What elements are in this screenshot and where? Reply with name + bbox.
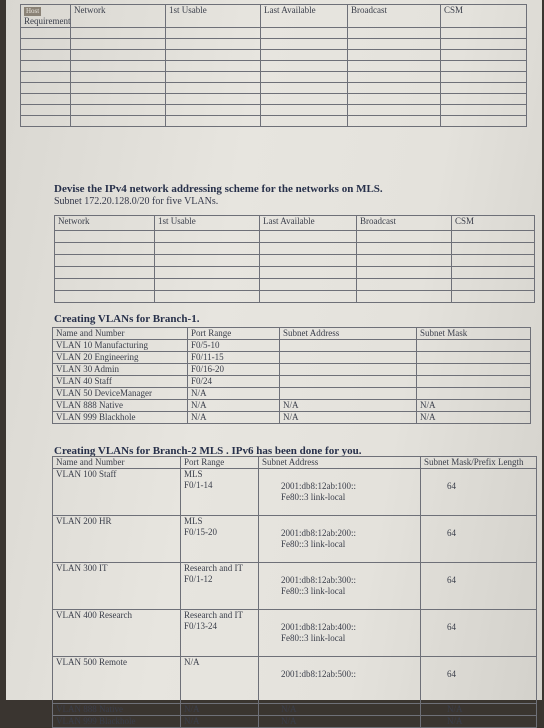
- prefix-length: 64: [447, 481, 456, 491]
- vlan-name-cell: VLAN 888 Native: [53, 400, 188, 412]
- prefix-length: 64: [447, 575, 456, 585]
- table-cell[interactable]: [441, 50, 527, 61]
- table-cell[interactable]: [441, 61, 527, 72]
- ipv6-subnet: 2001:db8:12ab:100::: [281, 481, 356, 491]
- column-header-last-available: Last Available: [260, 216, 357, 231]
- vlan-name-cell: [53, 657, 181, 704]
- link-local-address: Fe80::3 link-local: [281, 633, 346, 643]
- table-cell[interactable]: [441, 39, 527, 50]
- table-cell[interactable]: [71, 39, 166, 50]
- column-header-port-range: Port Range: [181, 457, 259, 469]
- port-device: Research and IT: [184, 610, 243, 620]
- port-range-cell: N/A: [181, 716, 259, 728]
- subnet-mask-cell: [417, 340, 531, 352]
- table-cell[interactable]: [441, 105, 527, 116]
- table-cell[interactable]: [452, 255, 535, 267]
- table-row: [21, 83, 527, 94]
- table-row: [21, 72, 527, 83]
- table-cell[interactable]: [452, 279, 535, 291]
- port-range: F0/15-20: [184, 527, 218, 537]
- table-cell[interactable]: [261, 50, 348, 61]
- column-header-subnet-address: Subnet Address: [259, 457, 421, 469]
- vlan-name-cell: VLAN 999 Blackhole: [53, 716, 181, 728]
- vlan-name: VLAN 300 IT: [56, 563, 108, 573]
- column-header-port-range: Port Range: [188, 328, 280, 340]
- table-row: [53, 704, 537, 716]
- table-cell[interactable]: [260, 279, 357, 291]
- table-row: [21, 105, 527, 116]
- table-cell[interactable]: [166, 94, 261, 105]
- port-range-cell: [181, 657, 259, 704]
- table-cell[interactable]: [21, 61, 71, 72]
- column-header-broadcast: Broadcast: [357, 216, 452, 231]
- table-header-row: [53, 457, 537, 469]
- table-cell[interactable]: [166, 61, 261, 72]
- table-cell[interactable]: [55, 243, 155, 255]
- ipv4-scheme-heading: Devise the IPv4 network addressing scheme for the networks on MLS.: [54, 183, 383, 195]
- table-cell[interactable]: [348, 50, 441, 61]
- vlan-name: VLAN 100 Staff: [56, 469, 117, 479]
- ipv4-scheme-table: [54, 215, 535, 303]
- table-row: [21, 116, 527, 127]
- table-cell[interactable]: [441, 72, 527, 83]
- port-range-cell: N/A: [188, 388, 280, 400]
- subnet-mask-cell: [417, 352, 531, 364]
- vlan-name: VLAN 200 HR: [56, 516, 112, 526]
- table-cell[interactable]: [261, 28, 348, 39]
- port-range-cell: N/A: [188, 400, 280, 412]
- subnet-address-cell: [280, 340, 417, 352]
- subnet-note: Subnet 172.20.128.0/20 for five VLANs.: [54, 196, 219, 207]
- table-cell[interactable]: [357, 267, 452, 279]
- port-range-cell: F0/24: [188, 376, 280, 388]
- ipv6-subnet: 2001:db8:12ab:400::: [281, 622, 356, 632]
- subnet-mask-cell: N/A: [417, 412, 531, 424]
- subnet-address-cell: N/A: [280, 412, 417, 424]
- table-cell[interactable]: [348, 39, 441, 50]
- subnet-mask-cell: [417, 376, 531, 388]
- column-header-first-usable: 1st Usable: [155, 216, 260, 231]
- table-row: [53, 657, 537, 704]
- table-row: [21, 28, 527, 39]
- table-cell[interactable]: [260, 243, 357, 255]
- table-row: [53, 516, 537, 563]
- table-row: [53, 412, 531, 424]
- table-cell[interactable]: [166, 105, 261, 116]
- table-row: [53, 376, 531, 388]
- table-cell[interactable]: [166, 72, 261, 83]
- subnet-mask-cell: N/A: [417, 400, 531, 412]
- table-row: [53, 610, 537, 657]
- table-cell[interactable]: [21, 50, 71, 61]
- table-cell[interactable]: [261, 105, 348, 116]
- table-cell[interactable]: [21, 105, 71, 116]
- port-device: N/A: [184, 657, 200, 667]
- table-cell[interactable]: [21, 39, 71, 50]
- table-cell[interactable]: [21, 28, 71, 39]
- table-cell[interactable]: [260, 267, 357, 279]
- port-range: F0/1-14: [184, 480, 213, 490]
- branch1-vlan-table: [52, 327, 531, 424]
- subnet-address-cell: [280, 388, 417, 400]
- subnet-address-cell: [259, 610, 421, 657]
- column-header-name: Name and Number: [53, 328, 188, 340]
- table-cell[interactable]: [71, 116, 166, 127]
- prefix-length-cell: [421, 563, 537, 610]
- table-cell[interactable]: [71, 83, 166, 94]
- table-cell[interactable]: [166, 50, 261, 61]
- table-cell[interactable]: [166, 83, 261, 94]
- subnet-address-cell: [259, 469, 421, 516]
- vlan-name-cell: VLAN 999 Blackhole: [53, 412, 188, 424]
- port-range-cell: F0/5-10: [188, 340, 280, 352]
- table-cell[interactable]: [357, 291, 452, 303]
- table-header-row: [21, 5, 527, 28]
- prefix-length-cell: [421, 610, 537, 657]
- link-local-address: Fe80::3 link-local: [281, 492, 346, 502]
- ipv6-subnet: 2001:db8:12ab:500::: [281, 669, 356, 679]
- subnet-address-cell: [259, 516, 421, 563]
- table-cell[interactable]: [348, 94, 441, 105]
- prefix-length-cell: [421, 469, 537, 516]
- table-row: [53, 364, 531, 376]
- table-cell[interactable]: [261, 83, 348, 94]
- table-row: [21, 94, 527, 105]
- table-row: [55, 243, 535, 255]
- subnet-address-cell: [259, 657, 421, 704]
- table-row: [53, 469, 537, 516]
- table-cell[interactable]: [155, 279, 260, 291]
- table-cell[interactable]: [71, 105, 166, 116]
- subnet-address-cell: N/A: [259, 716, 421, 728]
- table-row: [21, 61, 527, 72]
- table-row: [55, 255, 535, 267]
- link-local-address: Fe80::3 link-local: [281, 539, 346, 549]
- port-range-cell: F0/16-20: [188, 364, 280, 376]
- subnet-address-cell: [280, 364, 417, 376]
- vlan-name-cell: [53, 563, 181, 610]
- vlan-name-cell: VLAN 20 Engineering: [53, 352, 188, 364]
- prefix-length-cell: [421, 516, 537, 563]
- column-header-csm: CSM: [441, 5, 527, 28]
- table-cell[interactable]: [166, 116, 261, 127]
- table-cell[interactable]: [260, 255, 357, 267]
- port-device: Research and IT: [184, 563, 243, 573]
- table-row: [21, 39, 527, 50]
- table-cell[interactable]: [261, 116, 348, 127]
- table-row: [55, 231, 535, 243]
- table-cell[interactable]: [155, 267, 260, 279]
- subnet-mask-cell: [417, 364, 531, 376]
- table-cell[interactable]: [452, 291, 535, 303]
- port-range: F0/1-12: [184, 574, 213, 584]
- port-device: MLS: [184, 516, 203, 526]
- port-range-cell: N/A: [181, 704, 259, 716]
- port-range-cell: F0/11-15: [188, 352, 280, 364]
- prefix-length: 64: [447, 669, 456, 679]
- port-range-cell: N/A: [188, 412, 280, 424]
- worksheet-page: [6, 0, 542, 726]
- table-cell[interactable]: [260, 291, 357, 303]
- column-header-csm: CSM: [452, 216, 535, 231]
- table-header-row: [53, 328, 531, 340]
- table-cell[interactable]: [261, 39, 348, 50]
- table-row: [55, 279, 535, 291]
- table-cell[interactable]: [357, 255, 452, 267]
- port-device: MLS: [184, 469, 203, 479]
- vlan-name-cell: VLAN 888 Native: [53, 704, 181, 716]
- ipv6-subnet: 2001:db8:12ab:200::: [281, 528, 356, 538]
- table-cell[interactable]: [71, 61, 166, 72]
- branch2-vlan-table: [52, 456, 537, 728]
- table-row: [55, 291, 535, 303]
- table-cell[interactable]: [55, 231, 155, 243]
- table-cell[interactable]: [155, 255, 260, 267]
- table-cell[interactable]: [155, 231, 260, 243]
- table-row: [53, 400, 531, 412]
- column-header-requirement: Host Requirement: [21, 5, 71, 28]
- table-cell[interactable]: [441, 28, 527, 39]
- table-cell[interactable]: [155, 291, 260, 303]
- subnet-mask-cell: [417, 388, 531, 400]
- subnet-address-cell: [280, 352, 417, 364]
- table-cell[interactable]: [357, 279, 452, 291]
- prefix-length-cell: N/A: [421, 704, 537, 716]
- vlan-name-cell: [53, 610, 181, 657]
- table-cell[interactable]: [71, 28, 166, 39]
- table-row: [53, 340, 531, 352]
- table-cell[interactable]: [441, 116, 527, 127]
- table-cell[interactable]: [71, 94, 166, 105]
- prefix-length-cell: N/A: [421, 716, 537, 728]
- column-header-prefix-length: Subnet Mask/Prefix Length: [421, 457, 537, 469]
- port-range: F0/13-24: [184, 621, 218, 631]
- table-cell[interactable]: [441, 83, 527, 94]
- table-cell[interactable]: [261, 61, 348, 72]
- table-cell[interactable]: [166, 39, 261, 50]
- port-range-cell: [181, 563, 259, 610]
- table-cell[interactable]: [155, 243, 260, 255]
- table-cell[interactable]: [452, 243, 535, 255]
- table-cell[interactable]: [348, 116, 441, 127]
- table-cell[interactable]: [21, 94, 71, 105]
- table-cell[interactable]: [55, 267, 155, 279]
- host-requirement-table: [20, 4, 527, 127]
- column-header-first-usable: 1st Usable: [166, 5, 261, 28]
- column-header-network: Network: [71, 5, 166, 28]
- table-cell[interactable]: [261, 72, 348, 83]
- table-cell[interactable]: [55, 279, 155, 291]
- table-cell[interactable]: [166, 28, 261, 39]
- subnet-address-cell: [280, 376, 417, 388]
- column-header-subnet-address: Subnet Address: [280, 328, 417, 340]
- table-cell[interactable]: [348, 83, 441, 94]
- table-cell[interactable]: [348, 72, 441, 83]
- vlan-name-cell: VLAN 40 Staff: [53, 376, 188, 388]
- table-row: [53, 716, 537, 728]
- port-range-cell: [181, 516, 259, 563]
- prefix-length-cell: [421, 657, 537, 704]
- table-cell[interactable]: [441, 94, 527, 105]
- table-cell[interactable]: [55, 291, 155, 303]
- table-cell[interactable]: [21, 72, 71, 83]
- table-row: [21, 50, 527, 61]
- table-cell[interactable]: [357, 231, 452, 243]
- vlan-name-cell: [53, 516, 181, 563]
- table-cell[interactable]: [260, 231, 357, 243]
- prefix-length: 64: [447, 528, 456, 538]
- table-row: [53, 388, 531, 400]
- table-cell[interactable]: [452, 267, 535, 279]
- table-cell[interactable]: [55, 255, 155, 267]
- branch2-heading: Creating VLANs for Branch-2 MLS . IPv6 has been done for you.: [54, 445, 362, 457]
- ipv6-subnet: 2001:db8:12ab:300::: [281, 575, 356, 585]
- subnet-address-cell: [259, 563, 421, 610]
- table-row: [53, 563, 537, 610]
- prefix-length: 64: [447, 622, 456, 632]
- column-header-last-available: Last Available: [261, 5, 348, 28]
- subnet-address-cell: N/A: [259, 704, 421, 716]
- table-cell[interactable]: [261, 94, 348, 105]
- table-cell[interactable]: [348, 61, 441, 72]
- vlan-name-cell: VLAN 10 Manufacturing: [53, 340, 188, 352]
- port-range-cell: [181, 610, 259, 657]
- vlan-name: VLAN 500 Remote: [56, 657, 127, 667]
- table-row: [53, 352, 531, 364]
- branch1-heading: Creating VLANs for Branch-1.: [54, 313, 200, 325]
- table-cell[interactable]: [357, 243, 452, 255]
- subnet-address-cell: N/A: [280, 400, 417, 412]
- table-cell[interactable]: [348, 28, 441, 39]
- vlan-name: VLAN 400 Research: [56, 610, 132, 620]
- vlan-name-cell: [53, 469, 181, 516]
- column-header-network: Network: [55, 216, 155, 231]
- table-cell[interactable]: [21, 83, 71, 94]
- column-header-broadcast: Broadcast: [348, 5, 441, 28]
- column-header-name: Name and Number: [53, 457, 181, 469]
- table-header-row: [55, 216, 535, 231]
- vlan-name-cell: VLAN 50 DeviceManager: [53, 388, 188, 400]
- table-cell[interactable]: [452, 231, 535, 243]
- link-local-address: Fe80::3 link-local: [281, 586, 346, 596]
- table-cell[interactable]: [71, 50, 166, 61]
- table-cell[interactable]: [71, 72, 166, 83]
- port-range-cell: [181, 469, 259, 516]
- table-cell[interactable]: [348, 105, 441, 116]
- host-stamp: Host: [26, 7, 40, 15]
- column-header-subnet-mask: Subnet Mask: [417, 328, 531, 340]
- vlan-name-cell: VLAN 30 Admin: [53, 364, 188, 376]
- table-row: [55, 267, 535, 279]
- table-cell[interactable]: [21, 116, 71, 127]
